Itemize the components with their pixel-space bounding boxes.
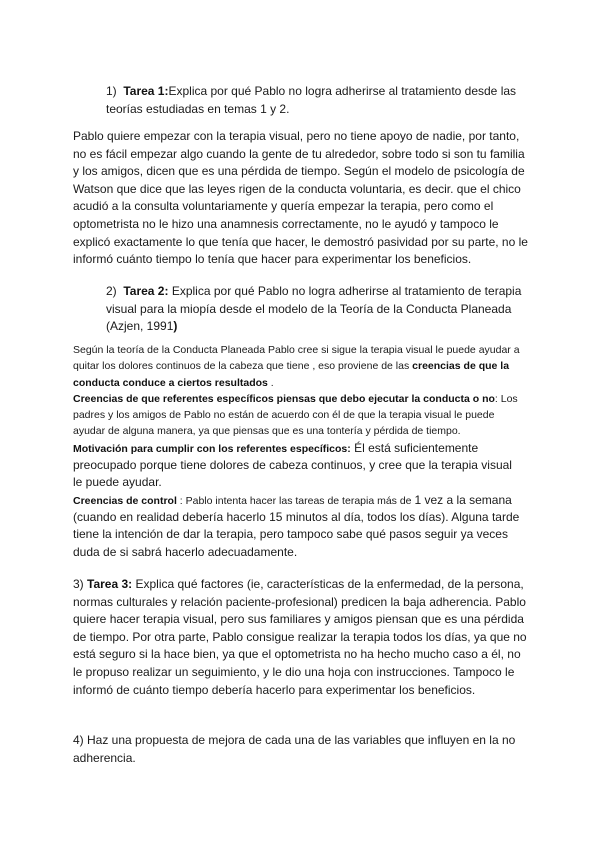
motivacion-text: Él está suficientemente preocupado porque tiene dolores de cabeza continuos, y cree que la terapia visual le puede ayudar. <box>73 440 512 490</box>
tarea3-paragraph <box>73 576 530 699</box>
tarea4-text: Haz una propuesta de mejora de cada una de las variables que influyen en la no adherencia. <box>73 733 516 765</box>
respuesta2-block <box>73 342 521 561</box>
tarea2-text: Explica por qué Pablo no logra adherirse al tratamiento de terapia visual para la miopía desde el modelo de la Teoría de la Conducta Planeada (Azjen, 1991 <box>106 284 522 334</box>
tarea1-text: Explica por qué Pablo no logra adherirse al tratamiento desde las teorías estudiadas en temas 1 y 2. <box>106 84 517 116</box>
motivacion-label: Motivación para cumplir con los referentes específicos: <box>73 442 351 455</box>
creencias-resultados-label: creencias de que la conducta conduce a ciertos resultados <box>73 360 510 389</box>
tarea2-heading <box>106 283 524 336</box>
control-text: 1 vez a la semana (cuando en realidad debería hacerlo 15 minutos al día, todos los días). Alguna tarde tiene la intención de dar la terapia, pero tampoco sabe qué pasos seguir ya veces duda de si sabrá hacerlo adecuadamente. <box>73 492 520 559</box>
tarea1-heading <box>106 83 530 118</box>
tarea1-label: Tarea 1: <box>123 84 169 98</box>
referentes-label: Creencias de que referentes específicos piensas que debo ejecutar la conducta o no <box>73 392 495 405</box>
referentes-text: : Los padres y los amigos de Pablo no están de acuerdo con él de que la terapia visual le puede ayudar de alguna manera, ya que piensas que es una tontería y pérdida de tiempo. <box>73 392 518 438</box>
tarea4-number: 4) <box>73 733 84 747</box>
tarea2-number: 2) <box>106 284 117 298</box>
tarea3-label: Tarea 3: <box>87 577 133 591</box>
tarea4-paragraph <box>73 732 530 767</box>
tarea2-close: ) <box>173 319 178 334</box>
tarea2-label: Tarea 2: <box>123 284 169 298</box>
control-label: Creencias de control <box>73 494 177 507</box>
respuesta1-paragraph: Pablo quiere empezar con la terapia visual, pero no tiene apoyo de nadie, por tanto, no es fácil empezar algo cuando la gente de tu alrededor, sobre todo si son tu familia y los amigos, dicen que es una pérdida de tiempo. Según el modelo de psicología de Watson que dice que las leyes rigen de la conducta voluntaria, es decir. que el chico acudió a la consulta voluntariamente y quería empezar la terapia, pero como el optometrista no le hizo una anamnesis correctamente, no le ayudó y tampoco le explicó exactamente lo que tenía que hacer, le demostró pasividad por su parte, no le informó cuánto tiempo lo tenía que hacer para experimentar los beneficios. <box>73 129 528 267</box>
tarea1-number: 1) <box>106 84 117 98</box>
respuesta2-intro: Según la teoría de la Conducta Planeada Pablo cree si sigue la terapia visual le puede ayudar a quitar los dolores continuos de la cabeza que tiene , eso proviene de las <box>73 344 520 373</box>
creencias-resultados-tail: . <box>267 376 274 389</box>
tarea3-text: Explica qué factores (ie, características de la enfermedad, de la persona, normas culturales y relación paciente-profesional) predicen la baja adherencia. <box>73 577 524 609</box>
tarea3-answer: Pablo quiere hacer terapia visual, pero sus familiares y amigos piensan que es una pérdida de tiempo. Por otra parte, Pablo consigue realizar la terapia todos los días, ya que no está seguro si la hace bien, ya que el optometrista no ha hecho mucho caso a él, no le propuso realizar un seguimiento, y le dio una hoja con instrucciones. Tampoco le informó de cuánto tiempo debería hacerlo para experimentar los beneficios. <box>73 594 527 697</box>
tarea3-number: 3) <box>73 577 84 591</box>
control-small-text: : Pablo intenta hacer las tareas de terapia más de <box>176 494 415 507</box>
